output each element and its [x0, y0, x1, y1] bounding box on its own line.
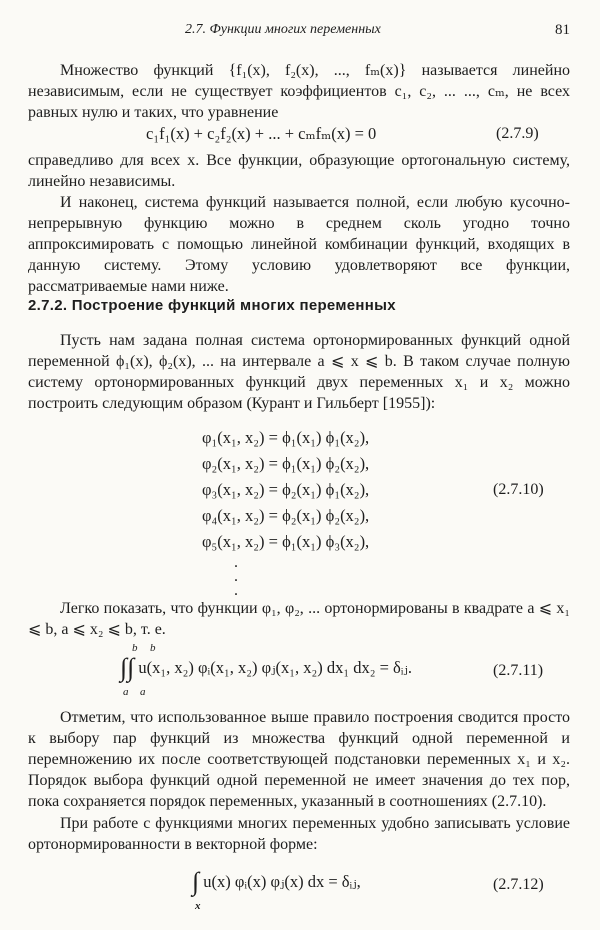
double-integral-sign: ∫∫: [120, 653, 135, 682]
running-header: 2.7. Функции многих переменных: [185, 22, 381, 37]
equation-2-7-9: c₁f₁(x) + c₂f₂(x) + ... + cₘfₘ(x) = 0: [146, 124, 377, 143]
equation-2-7-11: [120, 642, 412, 698]
equation-number-2-7-11: (2.7.11): [493, 662, 544, 679]
paragraph-orthonormality: Легко показать, что функции φ₁, φ₂, ... ортонормированы в квадрате a ⩽ x₁ ⩽ b, a ⩽ x₂ ⩽ b, т. е.: [28, 600, 570, 638]
integral-sign: ∫: [192, 867, 200, 896]
section-heading: 2.7.2. Построение функций многих переменных: [28, 297, 396, 314]
integral-lower-limit: a: [123, 686, 129, 698]
paragraph-linear-independence: Множество функций {f₁(x), f₂(x), ..., fₘ(x)} называется линейно независимым, если не существует коэффициентов c₁, c₂, ... ..., cₘ, не всех равных нулю и таких, что уравнение: [28, 62, 570, 121]
integral-lower-limit-2: a: [140, 686, 146, 698]
equation-2-7-12: [192, 864, 361, 912]
equation-line-4: φ₄(x₁, x₂) = ϕ₂(x₁) ϕ₂(x₂),: [202, 506, 370, 525]
equation-line-3: φ₃(x₁, x₂) = ϕ₂(x₁) ϕ₁(x₂),: [202, 480, 370, 499]
integral-lower-limit-vector: x: [195, 900, 201, 912]
equation-number-2-7-10: (2.7.10): [493, 481, 544, 498]
integral-upper-limit-2: b: [150, 642, 156, 654]
integrand-vector: u(x) φᵢ(x) φⱼ(x) dx = δᵢⱼ,: [203, 872, 361, 891]
paragraph-complete-system: И наконец, система функций называется полной, если любую кусочно-непрерывную функцию можно в среднем сколь угодно точно аппроксимировать с помощью линейной комбинации функций, входящих в данную систему. Этому условию удовлетворяют все функции, рассматриваемые нами ниже.: [28, 194, 570, 295]
vertical-ellipsis: . . .: [234, 554, 238, 599]
equation-number-2-7-9: (2.7.9): [496, 125, 539, 142]
integrand: u(x₁, x₂) φᵢ(x₁, x₂) φⱼ(x₁, x₂) dx₁ dx₂ = δᵢⱼ.: [138, 658, 412, 677]
page-number: 81: [555, 22, 570, 38]
paragraph-remark: Отметим, что использованное выше правило построения сводится просто к выбору пар функций из множества функций одной переменной и перемножению их после соответствующей подстановки переменных x₁ и x₂. Порядок выбора функций одной переменной не имеет значения до тех пор, пока сохраняется порядок переменных, указанный в соотношениях (2.7.10).: [28, 709, 570, 810]
equation-line-5: φ₅(x₁, x₂) = ϕ₁(x₁) ϕ₃(x₂),: [202, 532, 370, 551]
integral-upper-limit: b: [132, 642, 138, 654]
paragraph-construction: Пусть нам задана полная система ортонормированных функций одной переменной ϕ₁(x), ϕ₂(x), ... на интервале a ⩽ x ⩽ b. В таком случае полную систему ортонормированных функций двух переменных x₁ и x₂ можно построить следующим образом (Курант и Гильберт [1955]):: [28, 332, 570, 412]
paragraph-vector-form: При работе с функциями многих переменных удобно записывать условие ортонормированности в векторной форме:: [28, 815, 570, 853]
equation-number-2-7-12: (2.7.12): [493, 876, 544, 893]
paragraph-orthogonal-system: справедливо для всех x. Все функции, образующие ортогональную систему, линейно независимы.: [28, 152, 570, 190]
equation-line-1: φ₁(x₁, x₂) = ϕ₁(x₁) ϕ₁(x₂),: [202, 428, 370, 447]
equation-line-2: φ₂(x₁, x₂) = ϕ₁(x₁) ϕ₂(x₂),: [202, 454, 370, 473]
